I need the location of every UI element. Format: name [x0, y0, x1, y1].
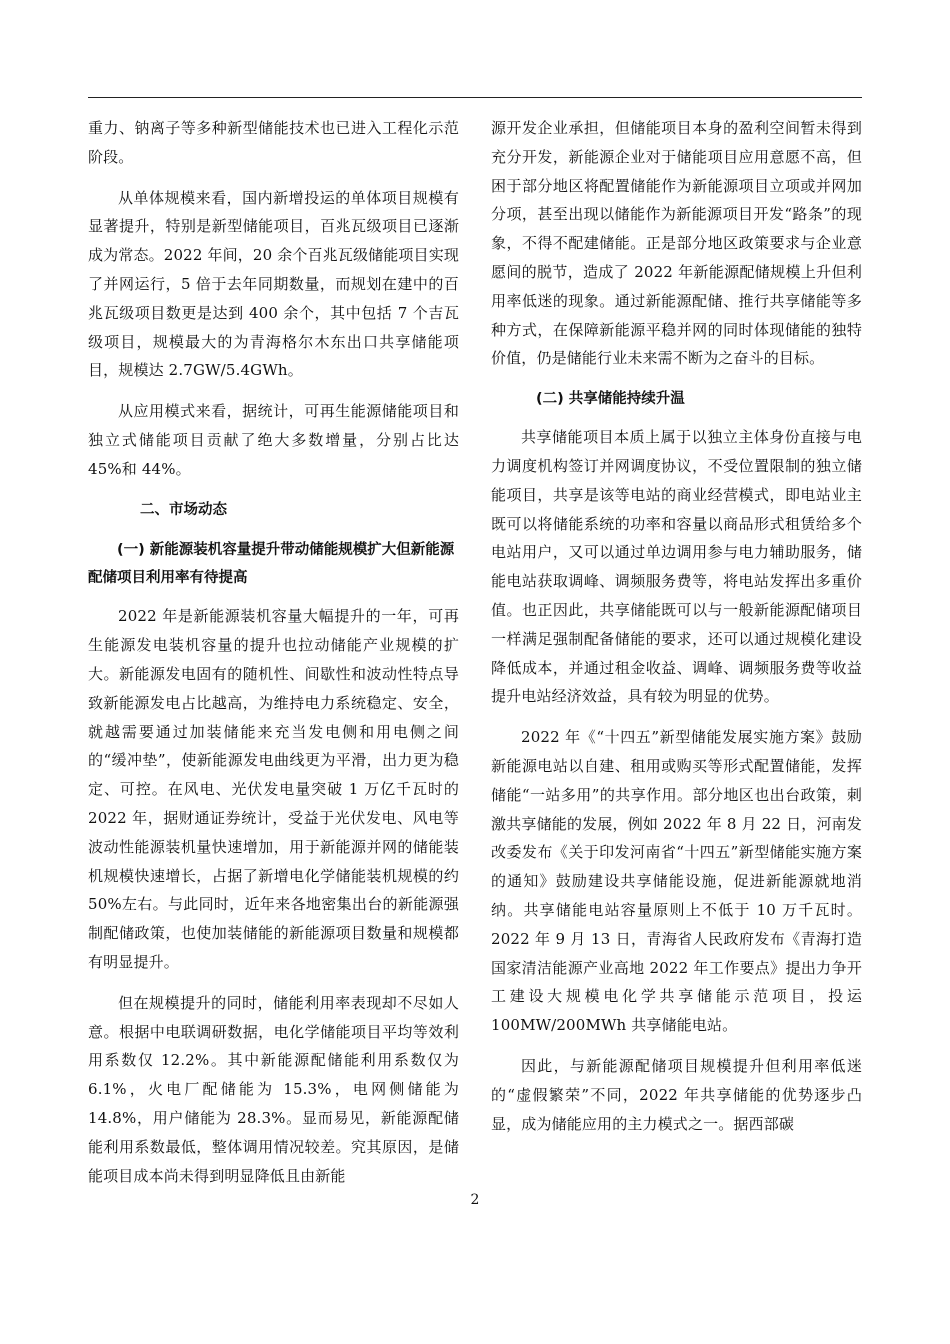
page-number: 2 — [470, 1192, 480, 1208]
right-column — [491, 114, 862, 1150]
paragraph-utilization: 但在规模提升的同时，储能利用率表现却不尽如人意。根据中电联调研数据，电化学储能项目平均等效利用系数仅 12.2%。其中新能源配储能利用系数仅为 6.1%，火电厂配储能为 15.3%，电网侧储能为 14.8%，用户储能为 28.3%。显而易见，新能源配储能利用系数最低，整体调用情况较差。究其原因，是储能项目成本尚未得到明显降低且由新能 — [88, 993, 459, 1185]
paragraph-shared-storage: 共享储能项目本质上属于以独立主体身份直接与电力调度机构签订并网调度协议，不受位置限制的独立储能项目，共享是该等电站的商业经营模式，即电站业主既可以将储能系统的功率和容量以商品形式租赁给多个电站用户，又可以通过单边调用参与电力辅助服务，储能电站获取调峰、调频服务费等，将电站发挥出多重价值。也正因此，共享储能既可以与一般新能源配储项目一样满足强制配备储能的要求，还可以通过规模化建设降低成本，并通过租金收益、调峰、调频服务费等收益提升电站经济效益，具有较为明显的优势。 — [491, 428, 862, 706]
subsection-heading-1: (一) 新能源装机容量提升带动储能规模扩大但新能源配储项目利用率有待提高 — [88, 542, 455, 587]
paragraph-continued: 重力、钠离子等多种新型储能技术也已进入工程化示范阶段。 — [88, 119, 459, 166]
paragraph-policy: 2022 年《“十四五”新型储能发展实施方案》鼓励新能源电站以自建、租用或购买等形式配置储能，发挥储能“一站多用”的共享作用。部分地区也出台政策，刺激共享储能的发展，例如 2022 年 8 月 22 日，河南发改委发布《关于印发河南省“十四五”新型储能实施方案的通知》鼓励建设共享储能设施，促进新能源就地消纳。共享储能电站容量原则上不低于 10 万千瓦时。2022 年 9 月 13 日，青海省人民政府发布《青海打造国家清洁能源产业高地 2022 年工作要点》提出力争开工建设大规模电化学共享储能示范项目，投运 100MW/200MWh 共享储能电站。 — [491, 728, 862, 1035]
paragraph-continued-right: 源开发企业承担，但储能项目本身的盈利空间暂未得到充分开发，新能源企业对于储能项目应用意愿不高，但困于部分地区将配置储能作为新能源项目立项或并网加分项，甚至出现以储能作为新能源项目开发“路条”的现象，不得不配建储能。正是部分地区政策要求与企业意愿间的脱节，造成了 2022 年新能源配储规模上升但利用率低迷的现象。通过新能源配储、推行共享储能等多种方式，在保障新能源平稳并网的同时体现储能的独特价值，仍是储能行业未来需不断为之奋斗的目标。 — [491, 119, 862, 368]
section-heading-market: 二、市场动态 — [140, 501, 227, 518]
paragraph-conclusion: 因此，与新能源配储项目规模提升但利用率低迷的“虚假繁荣”不同，2022 年共享储能的优势逐步凸显，成为储能应用的主力模式之一。据西部碳 — [491, 1056, 862, 1133]
paragraph-unit-scale: 从单体规模来看，国内新增投运的单体项目规模有显著提升，特别是新型储能项目，百兆瓦级项目已逐渐成为常态。2022 年间，20 余个百兆瓦级储能项目实现了并网运行，5 倍于去年同期数量，而规划在建中的百兆瓦级项目数更是达到 400 余个，其中包括 7 个吉瓦级项目，规模最大的为青海格尔木东出口共享储能项目，规模达 2.7GW/5.4GWh。 — [88, 188, 459, 380]
subsection-heading-2: (二) 共享储能持续升温 — [536, 391, 685, 408]
paragraph-installed-capacity: 2022 年是新能源装机容量大幅提升的一年，可再生能源发电装机容量的提升也拉动储能产业规模的扩大。新能源发电固有的随机性、间歇性和波动性特点导致新能源发电占比越高，为维持电力系统稳定、安全，就越需要通过加装储能来充当发电侧和用电侧之间的“缓冲垫”，使新能源发电曲线更为平滑，出力更为稳定、可控。在风电、光伏发电量突破 1 万亿千瓦时的 2022 年，据财通证券统计，受益于光伏发电、风电等波动性能源装机量快速增加，用于新能源并网的储能装机规模快速增长，占据了新增电化学储能装机规模的约 50%左右。与此同时，近年来各地密集出台的新能源强制配储政策，也使加装储能的新能源项目数量和规模都有明显提升。 — [88, 607, 459, 971]
paragraph-application-mode: 从应用模式来看，据统计，可再生能源储能项目和独立式储能项目贡献了绝大多数增量，分别占比达 45%和 44%。 — [88, 402, 459, 478]
header-rule — [88, 97, 862, 98]
left-column — [88, 114, 459, 1202]
